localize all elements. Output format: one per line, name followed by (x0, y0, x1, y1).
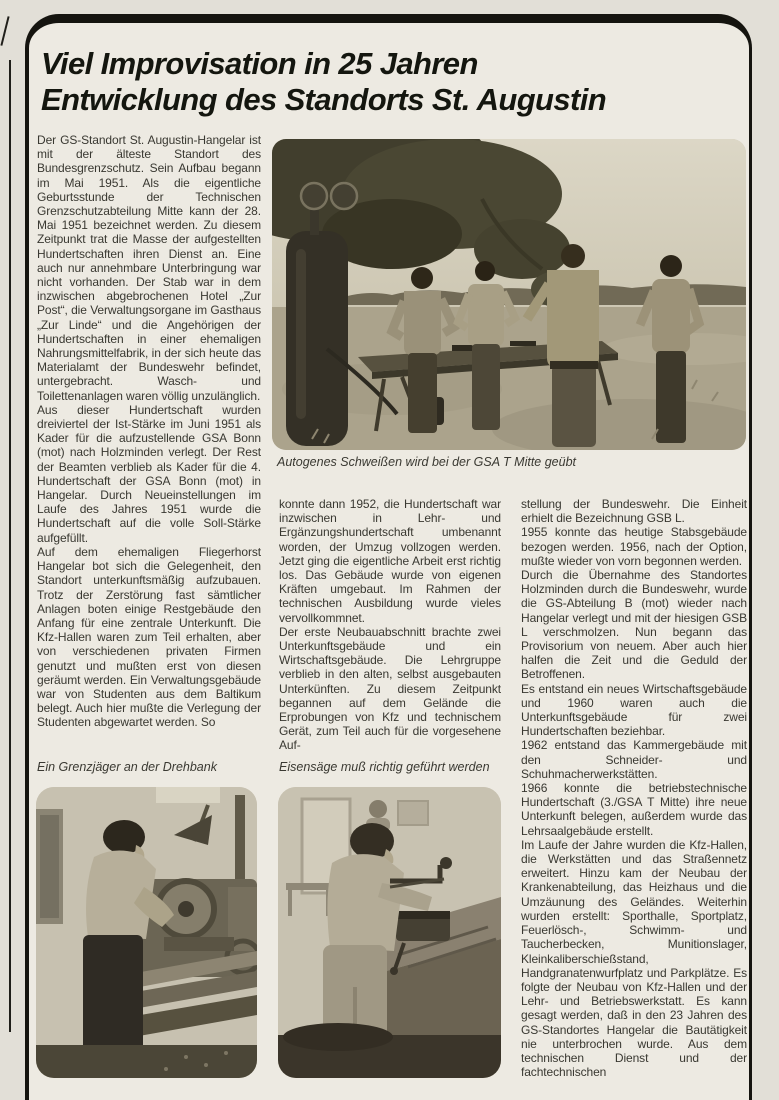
floor-swarf (36, 1045, 257, 1078)
photo-sawing (278, 787, 501, 1078)
paragraph: Der GS-Standort St. Augustin-Hangelar ist mit der älteste Standort des Bundesgrenzschutz. Sein Aufbau begann im Mai 1951. Als die eigentliche Geburtsstunde der Technischen Grenzschutzabteilung Mitte kann der 28. Mai 1951 bezeichnet werden. Zu diesem Zeitpunkt trat die Masse der aufgestellten Hundertschaften ihren Dienst an. Eine auch nur annehmbare Unterbringung war nicht vorhanden. Der Stab war in dem inzwischen abgebrochenen Hotel „Zur Post“, die Verwaltungsorgane im Gasthaus „Zur Linde“ und die Angehörigen der Hundertschaften in einer ehemaligen Nahrungsmittelfabrik, in der sich heute das Materialamt der Bundeswehr befindet, untergebracht. Wasch- und Toilettenanlagen waren völlig unzulänglich. (37, 133, 261, 403)
photo-lathe-illustration (36, 787, 257, 1078)
caption-middle-photo: Eisensäge muß richtig geführt werden (279, 760, 490, 774)
paragraph: 1962 entstand das Kammergebäude mit den Schneider- und Schuhmacherwerkstätten. (521, 738, 747, 781)
article-column-1 (37, 133, 261, 730)
photo-sawing-illustration (278, 787, 501, 1078)
paragraph: Aus dieser Hundertschaft wurden dreiviertel der Ist-Stärke im Juni 1951 als Kader für die aufzustellende GSA Bonn (mot) nach Holzminden verlegt. Der Rest der Beamten verblieb als Kader für die 4. Hundertschaft der GSA Bonn (mot) in Hangelar. Durch Neueinstellungen im Laufe des Jahres 1951 wurde die Hundertschaft auf die volle Soll-Stärke aufgefüllt. (37, 402, 261, 545)
wall-panel (36, 809, 63, 924)
page-edge-line (9, 60, 11, 1032)
paragraph: Der erste Neubauabschnitt brachte zwei Unterkunftsgebäude und ein Wirtschaftsgebäude. Die Lehrgruppe verblieb in den alten, selbst ausgebauten Unterkünften. Zu diesem Zeitpunkt begannen auf dem Gelände die Erprobungen von Kfz und technischem Gerät, zum Teil auch für die vorgesehene Auf- (279, 624, 501, 753)
paragraph: Es entstand ein neues Wirtschaftsgebäude und 1960 waren auch die Unterkunftsgebäude für zwei Hundertschaften beziehbar. (521, 681, 747, 739)
article-column-2 (279, 497, 501, 753)
page-edge-tick (0, 16, 9, 46)
paragraph: Durch die Übernahme des Standortes Holzminden durch die Bundeswehr, wurde die GS-Abteilung B (mot) wieder nach Hangelar verlegt und mit der hiesigen GSB L verschmolzen. Nun begann das Provisorium von neuem. Aber auch hier halfen die Zeit und die Geduld der Betroffenen. (521, 568, 747, 682)
photo-welding-illustration (272, 139, 746, 450)
paragraph: Auf dem ehemaligen Fliegerhorst Hangelar bot sich die Gelegenheit, den Standort unterkunftsmäßig aufzubauen. Trotz der Zerstörung fast sämtlicher Anlagen boten einige Restgebäude den Anfang für eine zentrale Unterkunft. Die Kfz-Hallen waren zum Teil erhalten, aber von verschiedenen privaten Firmen genutzt und mußten erst von diesen geräumt werden. Ein Verwaltungsgebäude war von Studenten aus dem Baltikum belegt. Auch hier mußte die Verlegung der Studenten abgewartet werden. So (37, 544, 261, 730)
paragraph: konnte dann 1952, die Hundertschaft war inzwischen in Lehr- und Ergänzungshundertschaft umbenannt worden, der Umzug vollzogen werden. Jetzt ging die eigentliche Arbeit erst richtig los. Das Gebäude wurde von eigenen Kräften umgebaut. Im Rahmen der technischen Ausbildung wurde vieles vervollkommnet. (279, 497, 501, 625)
paragraph: Im Laufe der Jahre wurden die Kfz-Hallen, die Werkstätten und das Straßennetz erweitert. Hinzu kam der Neubau der Krankenabteilung, das Heizhaus und die Umzäunung des Geländes. Weiterhin wurden erstellt: Sporthalle, Sportplatz, Feuerlösch-, Schwimm- und Taucherbecken, Munitionslager, Kleinkaliberschießstand, Handgranatenwurfplatz und Parkplätze. Es folgte der Neubau von Kfz-Hallen und der Lehr- und Betriebswerkstatt. Es kann gesagt werden, daß in den 23 Jahren des GS-Standortes Hangelar die Bautätigkeit nie unterbrochen wurde. Aus dem technischen Dienst und der fachtechnischen (521, 837, 747, 1080)
photo-welding-outdoors (272, 139, 746, 450)
paragraph: 1955 konnte das heutige Stabsgebäude bezogen werden. 1956, nach der Option, mußte wieder von vorn begonnen werden. (521, 525, 747, 568)
caption-top-photo: Autogenes Schweißen wird bei der GSA T Mitte geübt (277, 455, 576, 469)
paragraph: 1966 konnte die betriebstechnische Hundertschaft (3./GSA T Mitte) ihre neue Unterkunft belegen, außerdem wurde das Lehrsaalgebäude erstellt. (521, 781, 747, 838)
photo-lathe (36, 787, 257, 1078)
paragraph: stellung der Bundeswehr. Die Einheit erhielt die Bezeichnung GSB L. (521, 497, 747, 526)
title-line-1: Viel Improvisation in 25 Jahren (41, 46, 478, 81)
caption-left-photo: Ein Grenzjäger an der Drehbank (37, 760, 217, 774)
title-line-2: Entwicklung des Standorts St. Augustin (41, 82, 607, 117)
article-column-3 (521, 497, 747, 1079)
article-title (41, 46, 731, 118)
